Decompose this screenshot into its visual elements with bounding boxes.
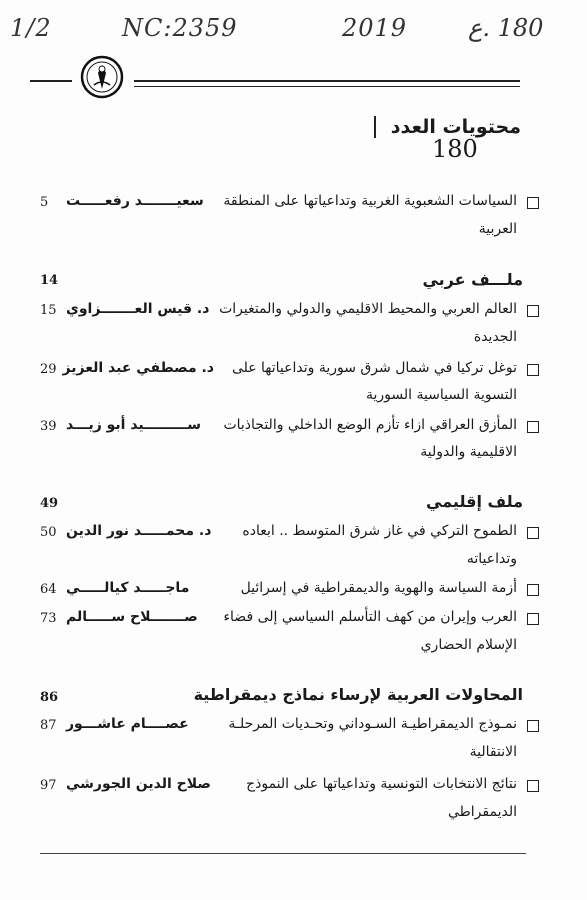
entry-page: 5	[40, 195, 49, 210]
handwritten-code: NC:2359	[122, 14, 238, 42]
checkbox-icon	[527, 305, 539, 317]
entry-author: ســـــــــيد أبو زيـــد	[66, 417, 201, 433]
section-page: 14	[40, 273, 59, 288]
entry-title-line2: الاقليمية والدولية	[420, 444, 517, 460]
header-rule-left-short	[30, 80, 72, 82]
entry-page: 15	[40, 303, 57, 318]
entry-page: 64	[40, 582, 57, 597]
entry-title-line2: العربية	[478, 221, 517, 237]
entry-title-line1: السياسات الشعبوية الغربية وتداعياتها على المنطقة	[223, 193, 517, 209]
entry-title-line2: الديمقراطي	[447, 804, 517, 820]
checkbox-icon	[527, 421, 539, 433]
footer-rule	[40, 853, 526, 854]
section-page: 86	[40, 690, 59, 705]
entry-page: 73	[40, 611, 57, 626]
entry-author: د. محمـــــد نور الدين	[66, 523, 212, 539]
section-title: ملـــف عربي	[422, 270, 523, 289]
entry-title-line2: الجديدة	[473, 329, 517, 345]
entry-author: ماجـــــد كيالـــــي	[66, 580, 190, 596]
checkbox-icon	[527, 584, 539, 596]
entry-page: 29	[40, 362, 57, 377]
checkbox-icon	[527, 780, 539, 792]
entry-page: 97	[40, 778, 57, 793]
handwritten-year: 2019	[342, 14, 408, 42]
entry-title-line2: الإسلام الحضاري	[420, 637, 517, 653]
emblem-icon	[80, 55, 124, 99]
entry-page: 39	[40, 419, 57, 434]
entry-title-line1: نمـوذج الديمقراطيـة السـوداني وتحـديات المرحلـة	[228, 716, 517, 732]
entry-page: 87	[40, 718, 57, 733]
entry-title-line1: توغل تركيا في شمال شرق سورية وتداعياتها على	[231, 360, 517, 376]
section-title: ملف إقليمي	[426, 492, 523, 511]
entry-title-line2: التسوية السياسية السورية	[365, 387, 517, 403]
entry-title-line1: الطموح التركي في غاز شرق المتوسط .. ابعاده	[242, 523, 517, 539]
handwritten-fraction: 1/2	[10, 14, 52, 42]
entry-title-line1: نتائج الانتخابات التونسية وتداعياتها على النموذج	[246, 776, 517, 792]
entry-author: د. قيس العـــــــزاوي	[66, 301, 210, 317]
section-page: 49	[40, 496, 59, 511]
checkbox-icon	[527, 720, 539, 732]
entry-author: صلاح الدين الجورشي	[66, 776, 211, 792]
entry-title-line1: العالم العربي والمحيط الاقليمي والدولي والمتغيرات	[219, 301, 517, 317]
issue-number: 180	[432, 135, 478, 163]
header-rule-thin	[134, 86, 520, 87]
entry-author: د. مصطفي عبد العزيز	[62, 360, 214, 376]
checkbox-icon	[527, 197, 539, 209]
entry-author: سعيـــــــد رفعـــــت	[66, 193, 204, 209]
entry-title-line1: العرب وإيران من كهف التأسلم السياسي إلى فضاء	[223, 609, 517, 625]
handwritten-issue: 180 .ع	[468, 14, 544, 42]
checkbox-icon	[527, 613, 539, 625]
entry-title-line1: المأزق العراقي ازاء تأزم الوضع الداخلي والتجاذبات	[223, 417, 517, 433]
checkbox-icon	[527, 527, 539, 539]
entry-title-line2: الانتقالية	[469, 744, 517, 760]
entry-title-line2: وتداعياته	[466, 551, 517, 567]
entry-title-line1: أزمة السياسة والهوية والديمقراطية في إسرائيل	[240, 580, 517, 596]
entry-author: عصــــام عاشـــور	[66, 716, 189, 732]
entry-page: 50	[40, 525, 57, 540]
title-divider	[374, 116, 376, 138]
checkbox-icon	[527, 364, 539, 376]
section-title: المحاولات العربية لإرساء نماذج ديمقراطية	[193, 685, 523, 704]
header-rule-right	[134, 80, 520, 82]
entry-author: صـــــــلاح ســـــالم	[66, 609, 198, 625]
page-title: محتويات العدد	[390, 116, 521, 138]
